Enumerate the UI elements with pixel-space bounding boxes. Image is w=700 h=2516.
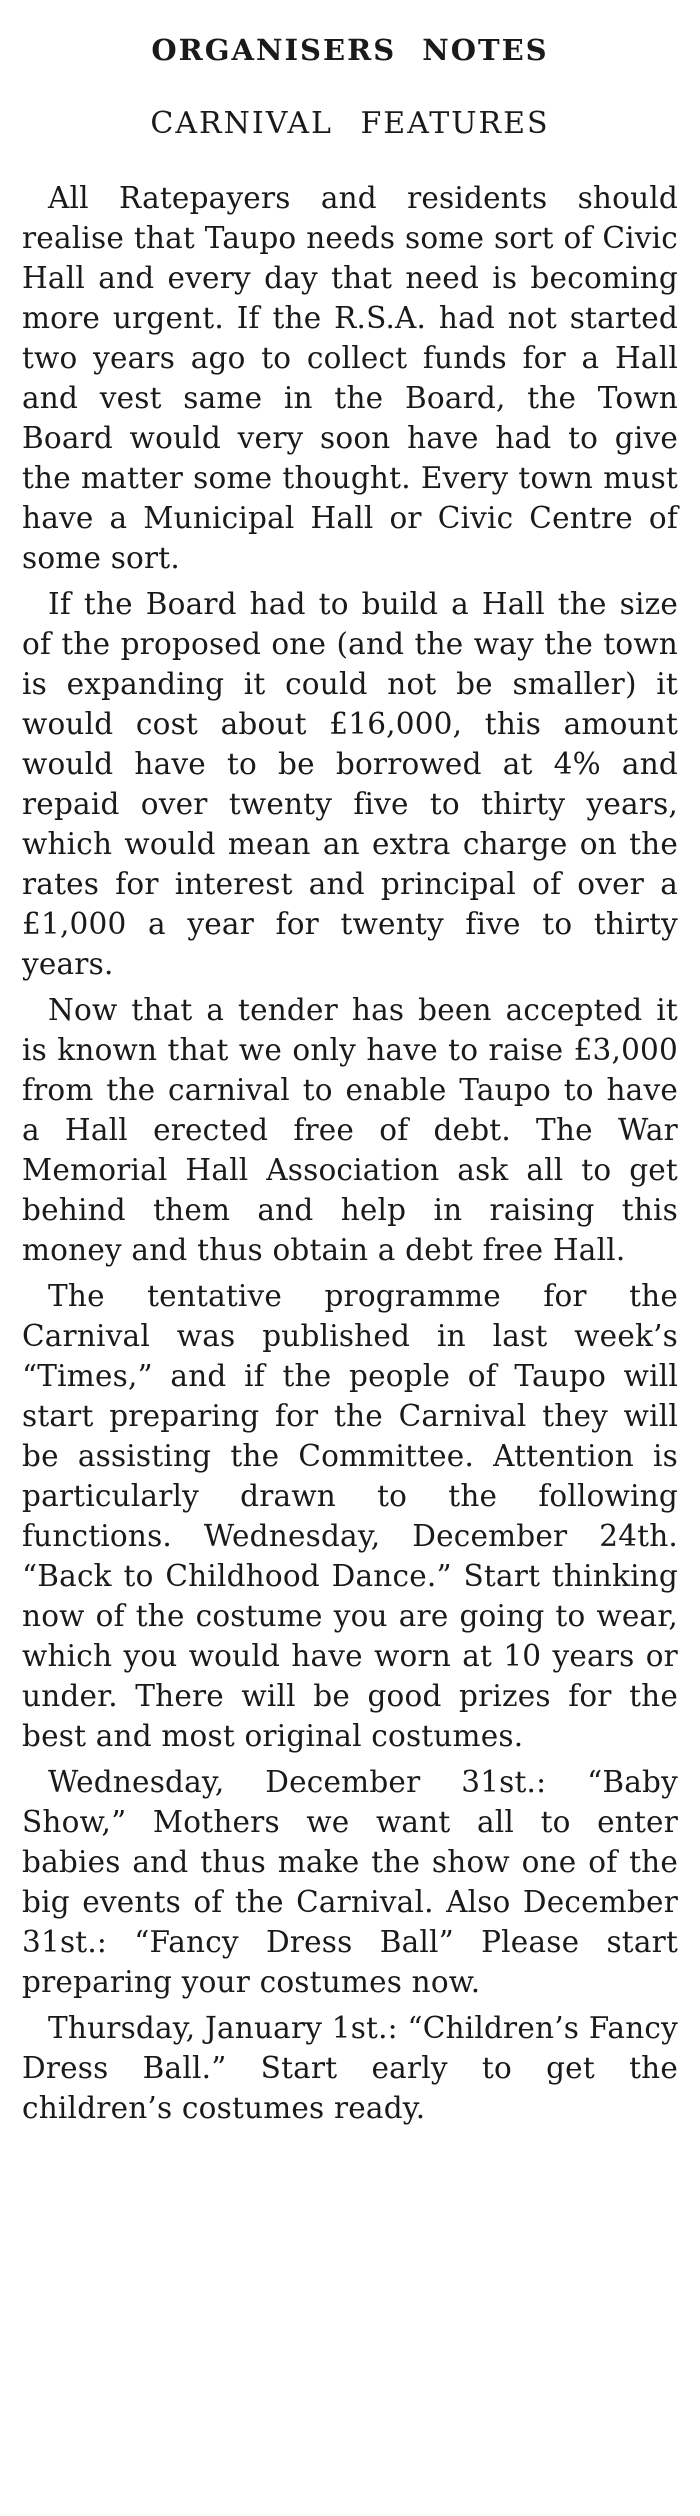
article-subtitle: CARNIVAL FEATURES bbox=[150, 106, 550, 141]
paragraph-civic-hall: All Ratepayers and residents should realise that Taupo needs some sort of Civic Hall and every day that need is becoming more urgent. If the R.S.A. had not started two years ago to collect funds for a Hall and vest same in the Board, the Town Board would very soon have had to give the matter some thought. Every town must have a Municipal Hall or Civic Centre of some sort. bbox=[22, 181, 678, 575]
paragraph-tender: Now that a tender has been accepted it is known that we only have to raise £3,000 from the carnival to enable Taupo to have a Hall erected free of debt. The War Memorial Hall Association ask all to get behind them and help in raising this money and thus obtain a debt free Hall. bbox=[22, 993, 678, 1267]
paragraph-hall-cost: If the Board had to build a Hall the size of the proposed one (and the way the town is expanding it could not be smaller) it would cost about £16,000, this amount would have to be borrowed at 4% and repaid over twenty five to thirty years, which would mean an extra charge on the rates for interest and principal of over a £1,000 a year for twenty five to thirty years. bbox=[22, 587, 678, 981]
paragraph-programme: The tentative programme for the Carnival was published in last week’s “Times,” and if the people of Taupo will start preparing for the Carnival they will be assisting the Committee. Attention is particularly drawn to the following functions. Wednesday, December 24th. “Back to Childhood Dance.” Start thinking now of the costume you are going to wear, which you would have worn at 10 years or under. There will be good prizes for the best and most original costumes. bbox=[22, 1279, 678, 1753]
paragraph-childrens-ball: Thursday, January 1st.: “Children’s Fancy Dress Ball.” Start early to get the children’s costumes ready. bbox=[22, 2011, 678, 2125]
article-title: ORGANISERS NOTES bbox=[151, 33, 549, 67]
paragraph-baby-show: Wednesday, December 31st.: “Baby Show,” Mothers we want all to enter babies and thus make the show one of the big events of the Carnival. Also December 31st.: “Fancy Dress Ball” Please start preparing your costumes now. bbox=[22, 1765, 678, 1999]
